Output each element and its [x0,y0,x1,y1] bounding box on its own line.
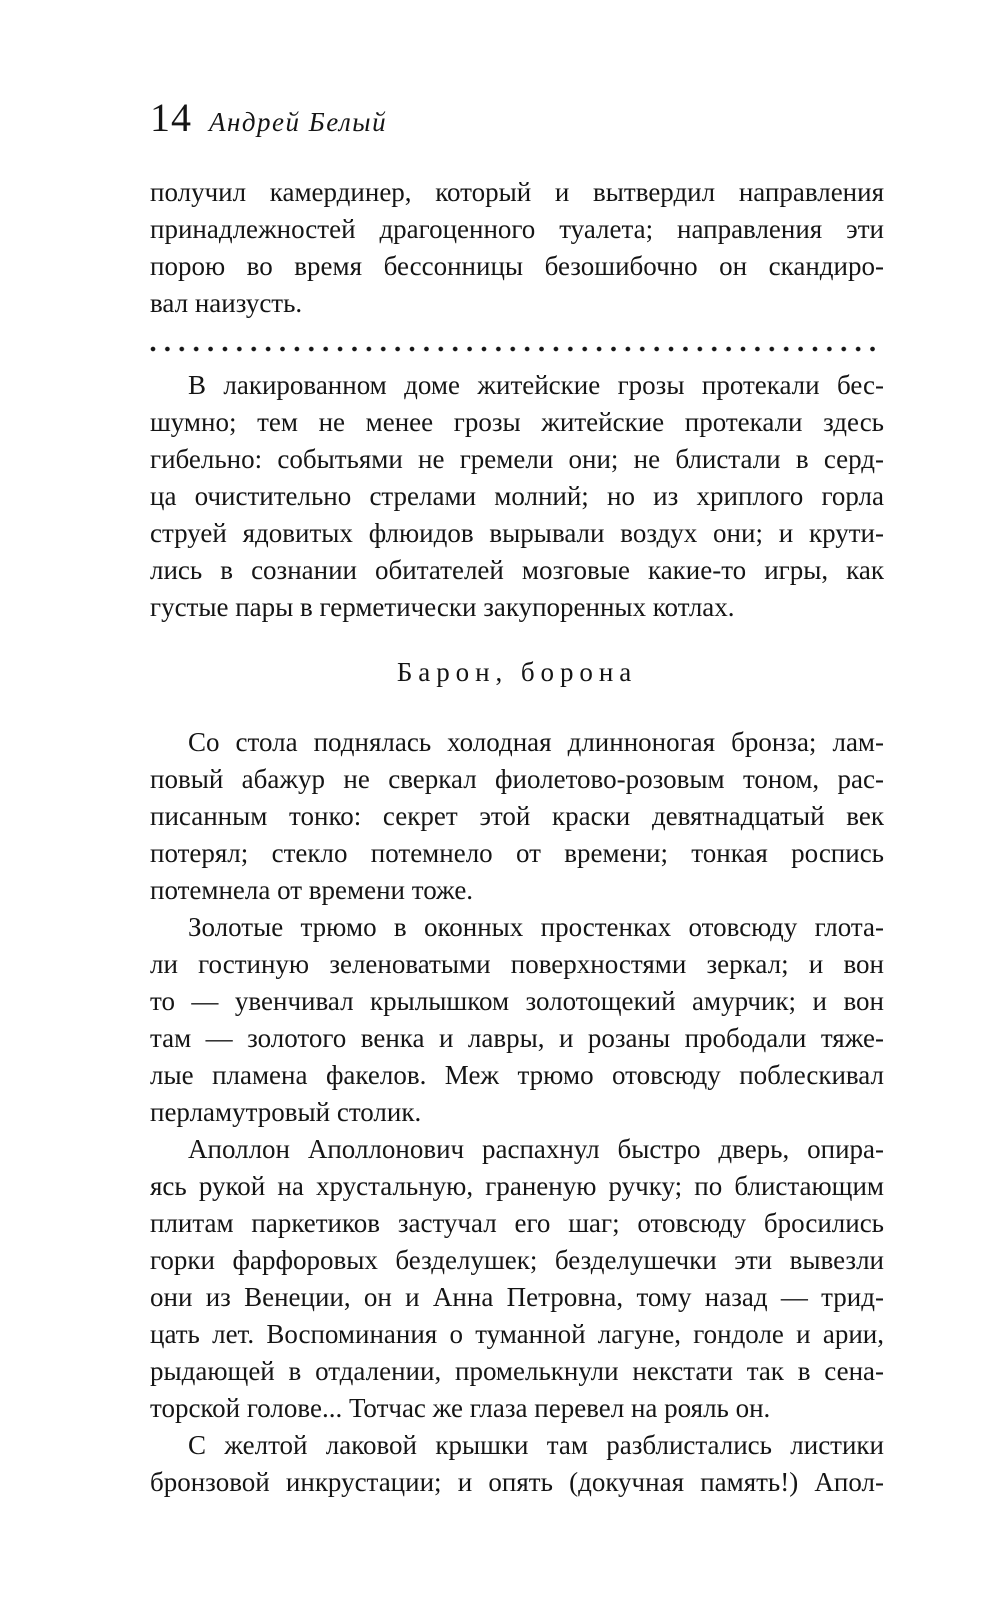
text-line: принадлежностей драгоценного туалета; направления эти [150,214,884,244]
text-line: Аполлон Аполлонович распахнул быстро дверь, опира- [188,1134,884,1164]
text-line: цать лет. Воспоминания о туманной лагуне, гондоле и арии, [150,1319,884,1349]
text-line: Со стола поднялась холодная длинноногая бронза; лам- [188,727,884,757]
text-line: лись в сознании обитателей мозговые какие-то игры, как [150,555,884,585]
text-line: повый абажур не сверкал фиолетово-розовым тоном, рас- [150,764,884,794]
text-line: горки фарфоровых безделушек; безделушечки эти вывезли [150,1245,884,1275]
text-line: порою во время бессонницы безошибочно он скандиро- [150,251,884,281]
text-line: они из Венеции, он и Анна Петровна, тому назад — трид- [150,1282,884,1312]
text-line: ца очистительно стрелами молний; но из хриплого горла [150,481,884,511]
text-line: гибельно: событьями не гремели они; не блистали в серд- [150,444,884,474]
text-line: В лакированном доме житейские грозы протекали бес- [188,370,884,400]
text-line: шумно; тем не менее грозы житейские протекали здесь [150,407,884,437]
paragraph [150,909,884,1131]
paragraph [150,174,884,322]
text-line: рыдающей в отдалении, промелькнули некстати так в сена- [150,1356,884,1386]
page-header [150,95,388,140]
text-column [150,174,884,1501]
text-line: вал наизусть. [150,288,303,318]
section-heading: Барон, борона [396,657,638,687]
text-line: потерял; стекло потемнело от времени; тонкая роспись [150,838,884,868]
page-number: 14 [150,95,192,140]
paragraph [150,367,884,626]
text-line: ясь рукой на хрустальную, граненую ручку; по блистающим [150,1171,884,1201]
text-line: писанным тонко: секрет этой краски девятнадцатый век [150,801,884,831]
text-line: торской голове... Тотчас же глаза перевел на рояль он. [150,1393,771,1423]
text-line: там — золотого венка и лавры, и розаны прободали тяже- [150,1023,884,1053]
paragraph [150,724,884,909]
text-line: струей ядовитых флюидов вырывали воздух они; и крути- [150,518,884,548]
text-line: Золотые трюмо в оконных простенках отовсюду глота- [188,912,884,942]
paragraph [150,1427,884,1501]
text-line: перламутровый столик. [150,1097,422,1127]
text-line: бронзовой инкрустации; и опять (докучная память!) Апол- [150,1467,884,1497]
text-line: плитам паркетиков застучал его шаг; отовсюду бросились [150,1208,884,1238]
dotted-separator [150,330,884,367]
text-line: густые пары в герметически закупоренных котлах. [150,592,735,622]
running-header: Андрей Белый [209,107,388,137]
text-line: ли гостиную зеленоватыми поверхностями зеркал; и вон [150,949,884,979]
text-line: С желтой лаковой крышки там разблистались листики [188,1430,884,1460]
text-line: потемнела от времени тоже. [150,875,474,905]
text-line: то — увенчивал крылышком золотощекий амурчик; и вон [150,986,884,1016]
paragraph [150,1131,884,1427]
text-line: получил камердинер, который и вытвердил направления [150,177,884,207]
text-line: лые пламена факелов. Меж трюмо отовсюду поблескивал [150,1060,884,1090]
